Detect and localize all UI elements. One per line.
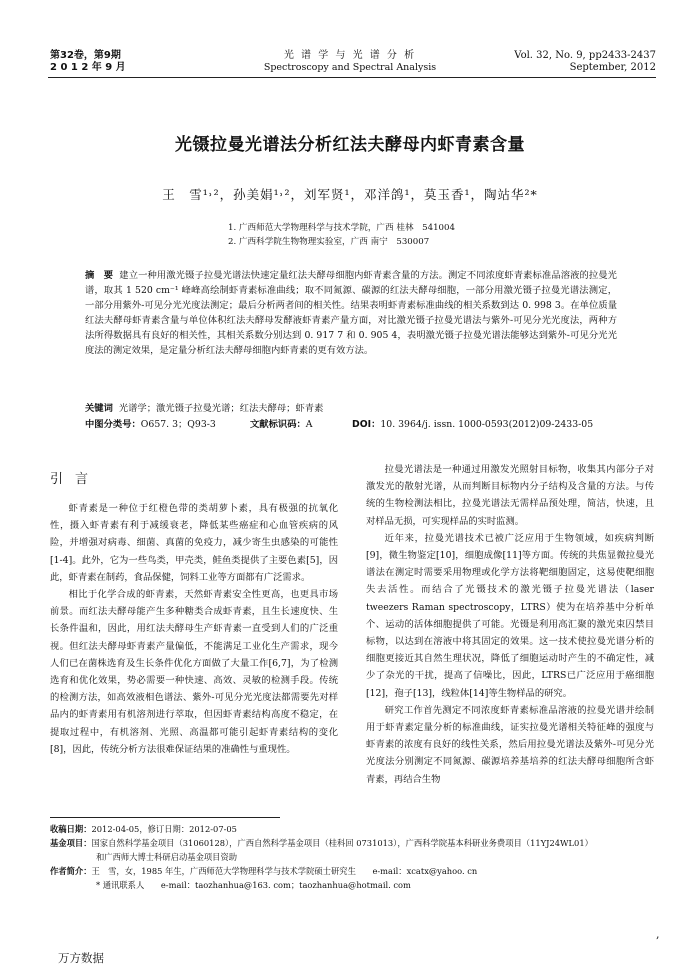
doccode-line: [250, 418, 313, 432]
paragraph: 近年来，拉曼光谱技术已被广泛应用于生物领域，如疾病判断[9]，微生物鉴定[10]，细胞成像[11]等方面。传统的共焦显微拉曼光谱法在测定时需要采用物理或化学方法将靶细胞固定，这易使靶细胞失去活性。而结合了光镊技术的激光镊子拉曼光谱法（laser tweezers Raman spectroscopy，LTRS）使为在培养基中分析单个、运动的活体细胞提供了可能。光镊是利用高汇聚的激光束囚禁目标物，以达到在溶液中将其固定的效果。这一技术使拉曼光谱分析的细胞更接近其自然生理状况，降低了细胞运动时产生的不确定性，减少了杂光的干扰，提高了信噪比，因此，LTRS已广泛应用于癌细胞[12]，孢子[13]，线粒体[14]等生物样品的研究。: [366, 532, 654, 699]
left-column: [50, 500, 338, 758]
classification-line: [85, 418, 216, 432]
doi-line: [352, 418, 593, 432]
header-volume-cn: 第32卷，第9期: [50, 50, 121, 61]
right-column: [366, 461, 654, 788]
section-title: 引言: [50, 472, 101, 487]
affiliation-2: 2. 广西科学院生物物理实验室，广西 南宁 530007: [228, 237, 430, 247]
header-date-cn: 2 0 1 2 年 9 月: [50, 62, 126, 73]
footnote-received: 收稿日期：2012-04-05，修订日期：2012-07-05: [50, 824, 237, 834]
keywords-label: 关键词: [85, 403, 113, 414]
footnote-author: 作者简介：王 雪，女，1985 年生，广西师范大学物理科学与技术学院硕士研究生 e-mail：xcatx@yahoo. cn: [50, 866, 478, 876]
doi-label: DOI：: [352, 419, 381, 430]
watermark: 万方数据: [58, 951, 104, 965]
affiliation-1: 1. 广西师范大学物理科学与技术学院，广西 桂林 541004: [228, 223, 455, 233]
footnote-funding-cont: 和广西师大博士科研启动基金项目资助: [96, 852, 238, 862]
paragraph: 拉曼光谱法是一种通过用激发光照射目标物，收集其内部分子对激发光的散射光谱，从而判断目标物内分子结构及含量的方法。与传统的生物检测法相比，拉曼光谱法无需样品预处理，简洁，快速，且对样品无损，可实现样品的实时监测。: [366, 464, 654, 527]
paragraph: 相比于化学合成的虾青素，天然虾青素安全性更高，也更具市场前景。而红法夫酵母能产生多种糖类合成虾青素，且生长速度快、生长条件温和，因此，用红法夫酵母生产虾青素一直受到人们的广泛重视。但红法夫酵母虾青素产量偏低，不能满足工业化生产需求，现今人们已在菌株选育及生长条件优化方面做了大量工作[6,7]，为了检测选育和优化效果，势必需要一种快速、高效、灵敏的检测手段。传统的检测方法，如高效液相色谱法、紫外-可见分光光度法都需要先对样品内的虾青素用有机溶剂进行萃取，但因虾青素结构高度不稳定，在提取过程中，有机溶剂、光照、高温都可能引起虾青素结构的变化[8]，因此，传统分析方法很难保证结果的准确性与重现性。: [50, 589, 338, 755]
header-journal-cn: 光 谱 学 与 光 谱 分 析: [283, 50, 417, 61]
footnote-corresponding: * 通讯联系人 e-mail：taozhanhua@163. com；taozhanhua@hotmail. com: [96, 880, 411, 890]
header-volume-en: Vol. 32, No. 9, pp2433-2437: [514, 50, 656, 61]
doccode-label: 文献标识码：: [250, 419, 306, 430]
keywords: 光谱学；激光镊子拉曼光谱；红法夫酵母；虾青素: [118, 403, 324, 414]
abstract: [85, 268, 617, 358]
abstract-text: 建立一种用激光镊子拉曼光谱法快速定量红法夫酵母细胞内虾青素含量的方法。测定不同浓度虾青素标准品溶液的拉曼光谱，取其 1 520 cm⁻¹ 峰峰高绘制虾青素标准曲线；取不同氮源、碳源的红法夫酵母细胞，一部分用激光镊子拉曼光谱法测定，一部分用紫外-可见分光光度法测定；最后分析两者间的相关性。结果表明虾青素标准曲线的相关系数到达 0. 998 3。在单位质量红法夫酵母虾青素含量与单位体积红法夫酵母发酵液虾青素产量方面，对比激光镊子拉曼光谱法与紫外-可见分光光度法，两种方法所得数据具有良好的相关性，其相关系数分别达到 0. 917 7 和 0. 905 4，表明激光镊子拉曼光谱法能够达到紫外-可见分光光度法的测定效果，是定量分析红法夫酵母细胞内虾青素的更有效方法。: [85, 270, 617, 356]
doi: 10. 3964/j. issn. 1000-0593(2012)09-2433-05: [380, 419, 594, 430]
footnotes: [50, 822, 660, 892]
footnote-funding: 基金项目：国家自然科学基金项目（31060128），广西自然科学基金项目（桂科回 0731013），广西科学院基本科研业务费项目（11YJ24WL01）: [50, 838, 593, 848]
header-journal-en: Spectroscopy and Spectral Analysis: [263, 62, 437, 73]
keywords-line: [85, 402, 323, 416]
abstract-label: 摘 要: [85, 270, 114, 281]
header-date-en: September, 2012: [569, 62, 656, 73]
paragraph: 研究工作首先测定不同浓度虾青素标准品溶液的拉曼光谱并绘制用于虾青素定量分析的标准曲线，证实拉曼光谱相关特征峰的强度与虾青素的浓度有良好的线性关系，然后用拉曼光谱法及紫外-可见分光光度法分别测定不同氮源、碳源培养基培养的红法夫酵母细胞所含虾青素，再结合生物: [366, 704, 654, 785]
clc-code: O657. 3；Q93-3: [140, 419, 216, 430]
paragraph: 虾青素是一种位于红橙色带的类胡萝卜素，具有极强的抗氧化性，摄入虾青素有利于减缓衰老，降低某些癌症和心血管疾病的风险，并增强对病毒、细菌、真菌的免疫力，减少寄生虫感染的可能性[1-4]。此外，它为一些鸟类，甲壳类，鲑鱼类提供了主要色素[5]，因此，虾青素在制药，食品保健，饲料工业等方面都有广泛需求。: [50, 503, 338, 583]
author-list: 王 雪¹˒²，孙美娟¹˒²，刘军贤¹，邓洋鸽¹，莫玉香¹，陶站华²*: [162, 187, 538, 202]
clc-label: 中图分类号：: [85, 419, 141, 430]
page-mark: ,: [656, 928, 660, 941]
header-rule: [48, 77, 656, 78]
doccode: A: [305, 419, 313, 430]
paper-title: 光镊拉曼光谱法分析红法夫酵母内虾青素含量: [175, 135, 525, 155]
footnote-rule: [50, 817, 280, 818]
